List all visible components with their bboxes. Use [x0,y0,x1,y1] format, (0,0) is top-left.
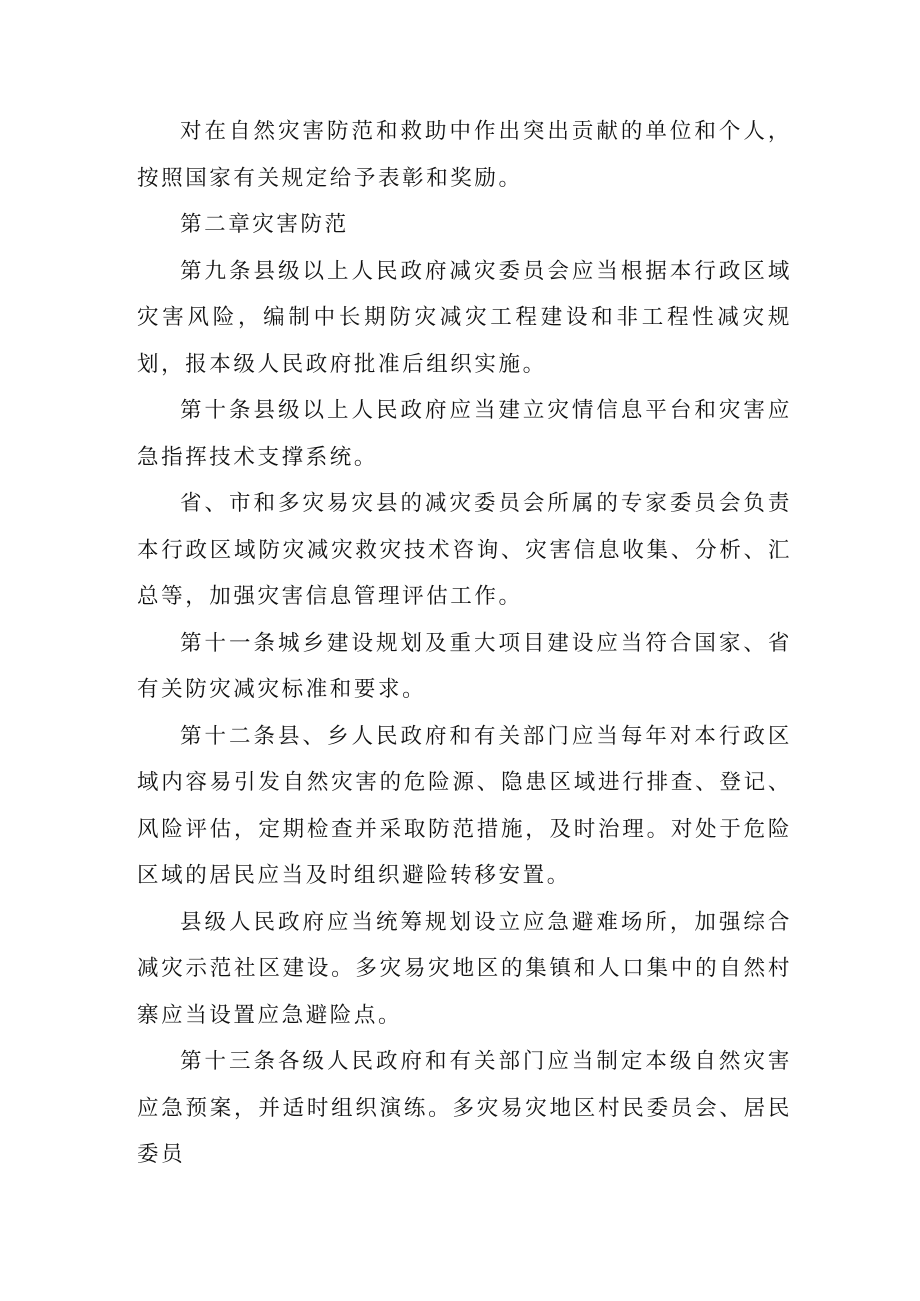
paragraph-commendation: 对在自然灾害防范和救助中作出突出贡献的单位和个人，按照国家有关规定给予表彰和奖励。 [137,119,792,191]
paragraph-article-9: 第九条县级以上人民政府减灾委员会应当根据本行政区域灾害风险，编制中长期防灾减灾工程建设和非工程性减灾规划，报本级人民政府批准后组织实施。 [137,258,792,377]
paragraph-article-10: 第十条县级以上人民政府应当建立灾情信息平台和灾害应急指挥技术支撑系统。 [137,398,792,470]
paragraph-article-13: 第十三条各级人民政府和有关部门应当制定本级自然灾害应急预案，并适时组织演练。多灾易灾地区村民委员会、居民委员 [137,1049,792,1167]
document-body [137,109,792,1179]
paragraph-article-11: 第十一条城乡建设规划及重大项目建设应当符合国家、省有关防灾减灾标准和要求。 [137,630,792,702]
paragraph-shelters: 县级人民政府应当统筹规划设立应急避难场所，加强综合减灾示范社区建设。多灾易灾地区的集镇和人口集中的自然村寨应当设置应急避险点。 [137,909,792,1028]
chapter-heading: 第二章灾害防范 [180,212,349,237]
paragraph-article-12: 第十二条县、乡人民政府和有关部门应当每年对本行政区域内容易引发自然灾害的危险源、隐患区域进行排查、登记、风险评估，定期检查并采取防范措施，及时治理。对处于危险区域的居民应当及时组织避险转移安置。 [137,723,792,888]
paragraph-expert-committee: 省、市和多灾易灾县的减灾委员会所属的专家委员会负责本行政区域防灾减灾救灾技术咨询、灾害信息收集、分析、汇总等，加强灾害信息管理评估工作。 [137,491,792,609]
